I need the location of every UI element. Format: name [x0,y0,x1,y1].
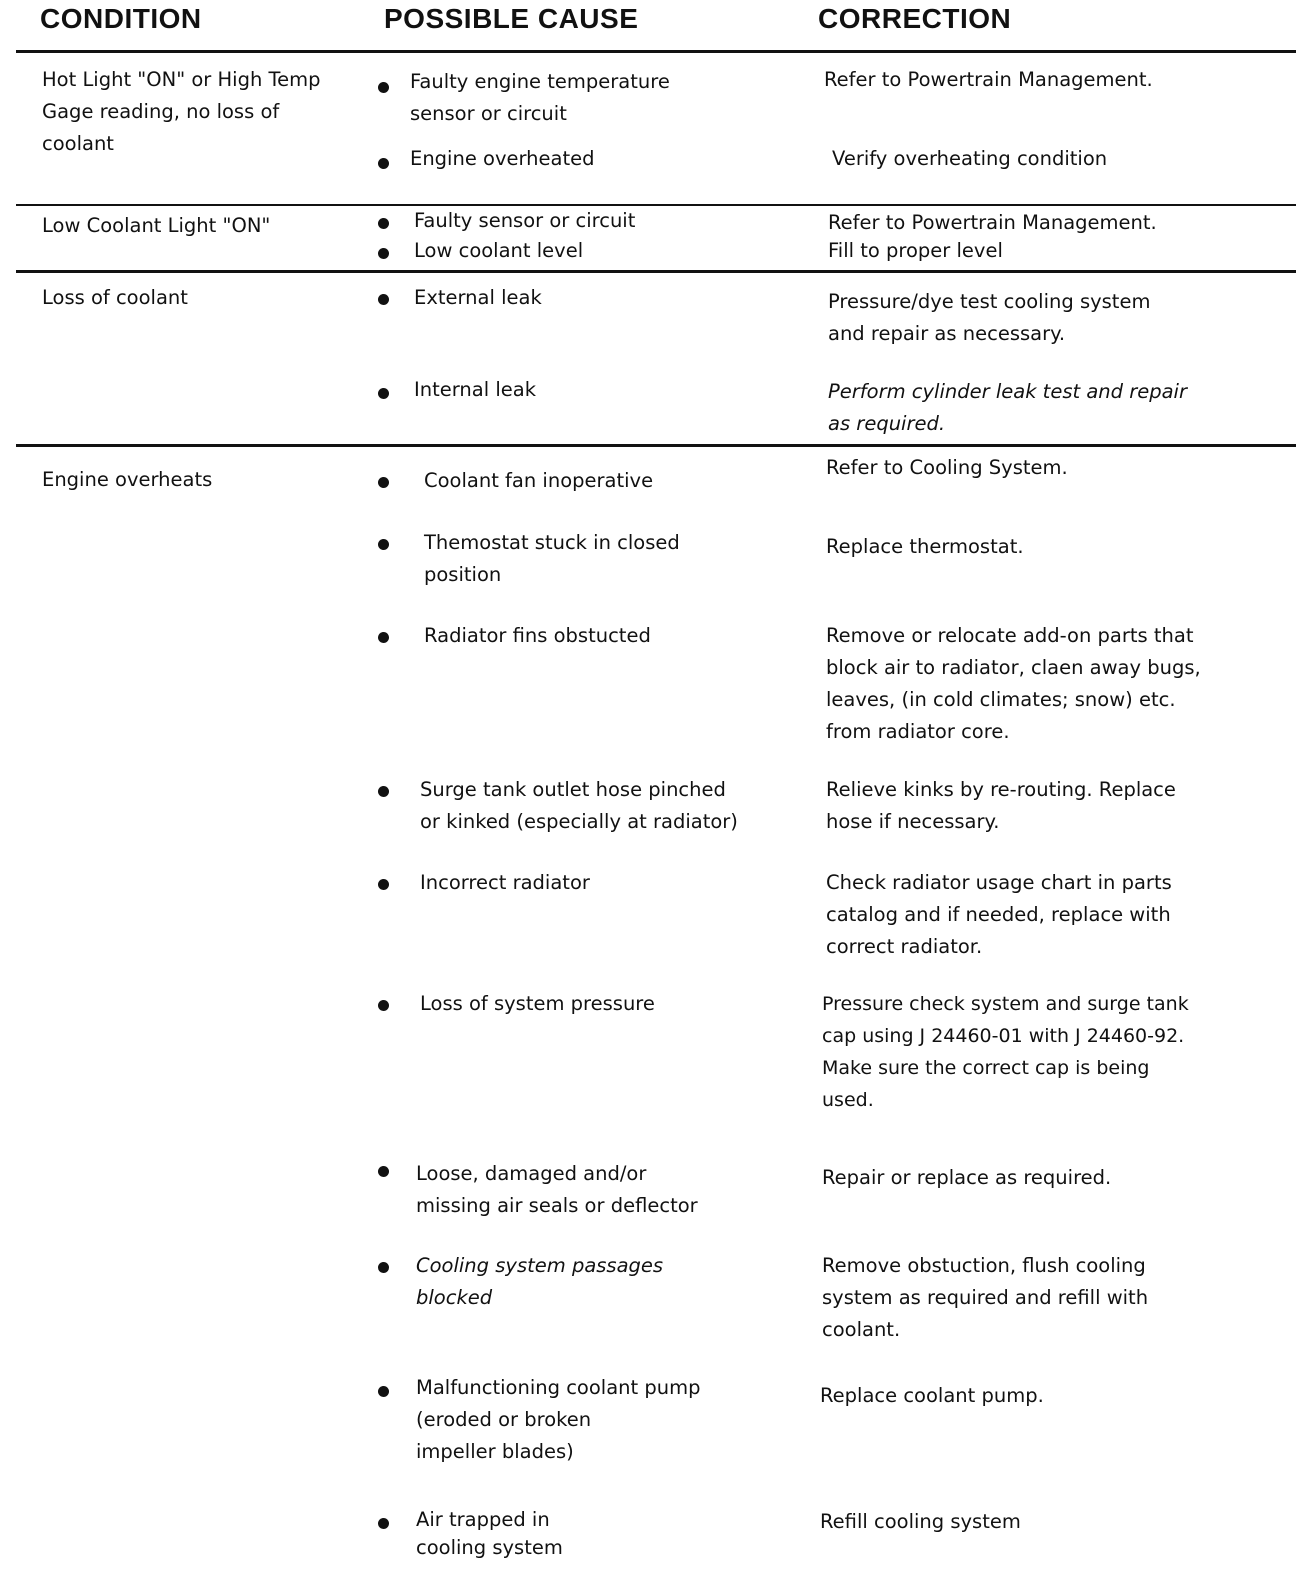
bullet-icon [378,1000,389,1011]
bullet-icon [378,1518,389,1529]
row-divider [16,444,1296,447]
possible-cause: Faulty engine temperature sensor or circuit [410,70,670,125]
correction: Pressure check system and surge tank cap using J 24460-01 with J 24460-92. Make sure the correct cap is being used. [822,993,1189,1111]
bullet-icon [378,477,389,488]
possible-cause: Loss of system pressure [420,992,655,1015]
possible-cause: Themostat stuck in closed position [424,531,680,586]
bullet-icon [378,539,389,550]
row-condition: Loss of coolant [42,286,188,309]
row-divider [16,204,1296,206]
bullet-icon [378,1262,389,1273]
possible-cause: Radiator fins obstucted [424,624,651,647]
correction: Replace thermostat. [826,535,1024,558]
bullet-icon [378,879,389,890]
row-condition: Hot Light "ON" or High Temp Gage reading, no loss of coolant [42,68,321,155]
correction: Relieve kinks by re-routing. Replace hose if necessary. [826,778,1176,833]
bullet-icon [378,1386,389,1397]
condition-column-header: CONDITION [40,3,202,34]
row-divider [16,270,1296,273]
possible-cause: Coolant fan inoperative [424,469,654,492]
possible-cause: Surge tank outlet hose pinched or kinked (especially at radiator) [420,778,738,833]
bullet-icon [378,218,389,229]
bullet-icon [378,294,389,305]
correction: Refer to Powertrain Management. [824,68,1153,91]
possible-cause: Engine overheated [410,147,595,170]
correction: Remove or relocate add-on parts that block air to radiator, claen away bugs, leaves, (in cold climates; snow) etc. from radiator core. [826,624,1201,743]
correction: Refer to Powertrain Management. [828,211,1157,234]
bullet-icon [378,158,389,169]
table-header [0,0,1312,40]
row-condition: Low Coolant Light "ON" [42,214,271,237]
possible-cause: Internal leak [414,378,537,401]
bullet-icon [378,388,389,399]
bullet-icon [378,632,389,643]
bullet-icon [378,82,389,93]
correction: Fill to proper level [828,239,1003,262]
possible-cause-column-header: POSSIBLE CAUSE [384,3,639,34]
possible-cause: Air trapped in cooling system [416,1508,563,1559]
correction: Repair or replace as required. [822,1166,1112,1189]
possible-cause: External leak [414,286,542,309]
correction: Check radiator usage chart in parts catalog and if needed, replace with correct radiator. [826,871,1172,958]
bullet-icon [378,1166,389,1177]
possible-cause: Faulty sensor or circuit [414,209,636,232]
bullet-icon [378,248,389,259]
possible-cause: Loose, damaged and/or missing air seals or deflector [416,1162,698,1217]
possible-cause: Cooling system passages blocked [416,1254,664,1309]
possible-cause: Malfunctioning coolant pump (eroded or broken impeller blades) [416,1376,701,1463]
correction: Perform cylinder leak test and repair as required. [828,380,1187,435]
correction: Verify overheating condition [832,147,1108,170]
correction: Remove obstuction, flush cooling system as required and refill with coolant. [822,1254,1149,1341]
correction: Pressure/dye test cooling system and repair as necessary. [828,290,1151,345]
correction: Refill cooling system [820,1510,1021,1533]
correction: Replace coolant pump. [820,1384,1044,1407]
possible-cause: Low coolant level [414,239,584,262]
correction: Refer to Cooling System. [826,456,1068,479]
possible-cause: Incorrect radiator [420,871,590,894]
correction-column-header: CORRECTION [818,3,1012,34]
header-rule [16,50,1296,53]
bullet-icon [378,786,389,797]
row-condition: Engine overheats [42,468,213,491]
